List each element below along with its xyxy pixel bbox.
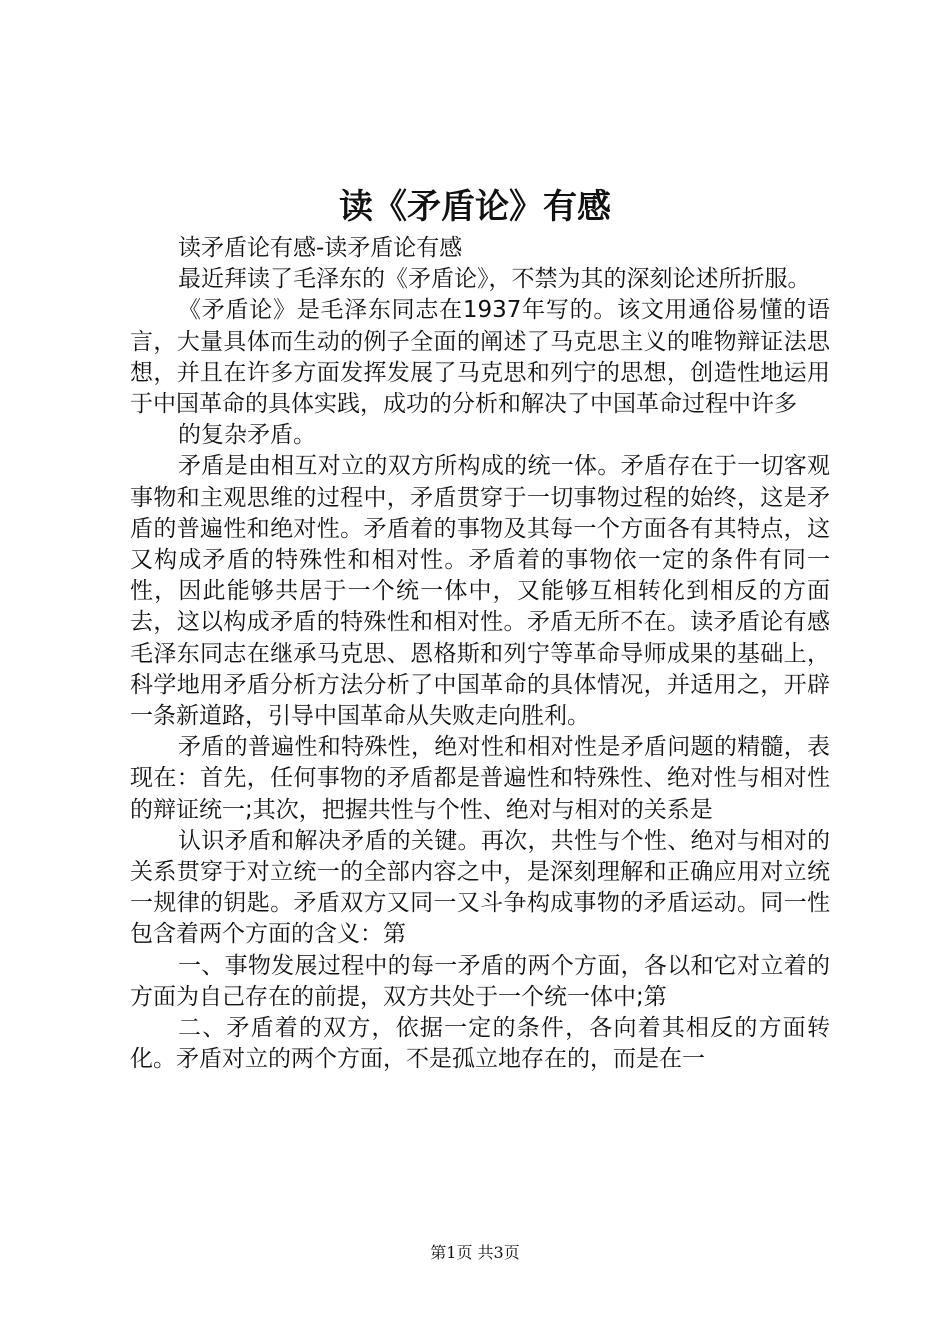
paragraph-9: 二、矛盾着的双方，依据一定的条件，各向着其相反的方面转化。矛盾对立的两个方面，不是孤立地存在的，而是在一	[130, 1015, 830, 1073]
document-title: 读《矛盾论》有感	[339, 187, 611, 227]
paragraph-2: 最近拜读了毛泽东的《矛盾论》，不禁为其的深刻论述所折服。	[178, 266, 811, 293]
paragraph-3: 《矛盾论》是毛泽东同志在1937年写的。该文用通俗易懂的语言，大量具体而生动的例子全面的阐述了马克思主义的唯物辩证法思想，并且在许多方面发挥发展了马克思和列宁的思想，创造性地运用于中国革命的具体实践，成功的分析和解决了中国革命过程中许多	[130, 297, 830, 418]
paragraph-5: 矛盾是由相互对立的双方所构成的统一体。矛盾存在于一切客观事物和主观思维的过程中，矛盾贯穿于一切事物过程的始终，这是矛盾的普遍性和绝对性。矛盾着的事物及其每一个方面各有其特点，这又构成矛盾的特殊性和相对性。矛盾着的事物依一定的条件有同一性，因此能够共居于一个统一体中，又能够互相转化到相反的方面去，这以构成矛盾的特殊性和相对性。矛盾无所不在。读矛盾论有感毛泽东同志在继承马克思、恩格斯和列宁等革命导师成果的基础上，科学地用矛盾分析方法分析了中国革命的具体情况，并适用之，开辟一条新道路，引导中国革命从失败走向胜利。	[130, 453, 830, 730]
paragraph-8: 一、事物发展过程中的每一矛盾的两个方面，各以和它对立着的方面为自己存在的前提，双方共处于一个统一体中;第	[130, 952, 830, 1010]
paragraph-1: 读矛盾论有感-读矛盾论有感	[178, 235, 463, 261]
paragraph-4: 的复杂矛盾。	[178, 422, 316, 449]
paragraph-6: 矛盾的普遍性和特殊性，绝对性和相对性是矛盾问题的精髓，表现在：首先，任何事物的矛盾都是普遍性和特殊性、绝对性与相对性的辩证统一;其次，把握共性与个性、绝对与相对的关系是	[130, 734, 830, 823]
document-body	[130, 233, 830, 1075]
page-number-footer: 第1页 共3页	[430, 1243, 520, 1262]
paragraph-7: 认识矛盾和解决矛盾的关键。再次，共性与个性、绝对与相对的关系贯穿于对立统一的全部内容之中，是深刻理解和正确应用对立统一规律的钥匙。矛盾双方又同一又斗争构成事物的矛盾运动。同一性包含着两个方面的含义：第	[130, 827, 830, 948]
